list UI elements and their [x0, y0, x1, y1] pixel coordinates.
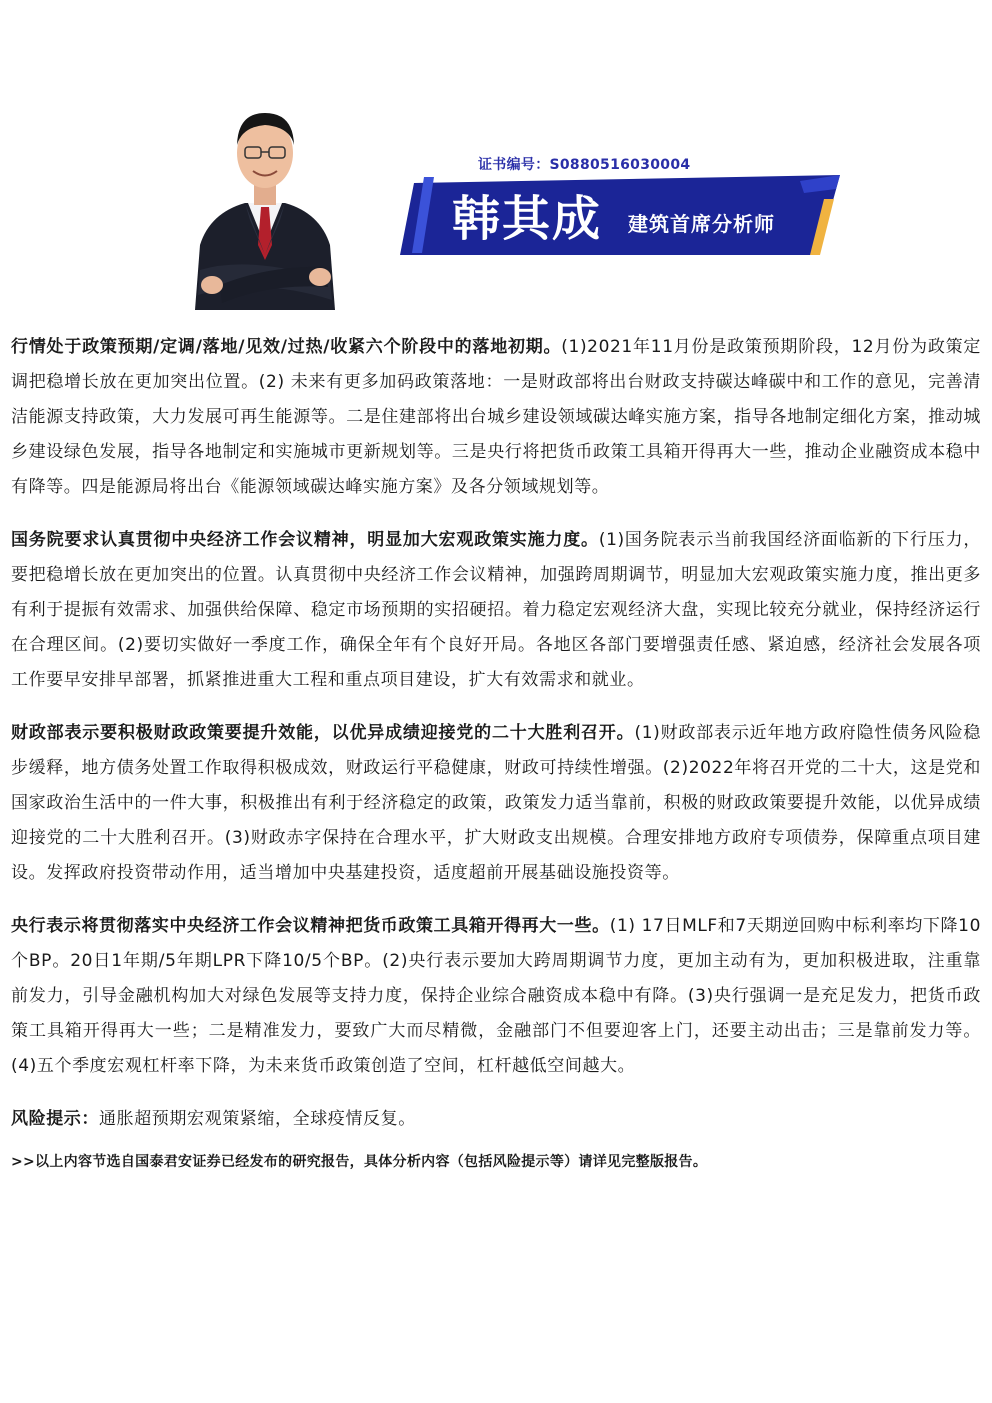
- risk-warning: [11, 1102, 981, 1137]
- paragraph-text: (1)财政部表示近年地方政府隐性债务风险稳步缓释，地方债务处置工作取得积极成效，财政运行平稳健康，财政可持续性增强。(2)2022年将召开党的二十大，这是党和国家政治生活中的一件大事，积极推出有利于经济稳定的政策，政策发力适当靠前，积极的财政政策要提升效能，以优异成绩迎接党的二十大胜利召开。(3)财政赤字保持在合理水平，扩大财政支出规模。合理安排地方政府专项债券，保障重点项目建设。发挥政府投资带动作用，适当增加中央基建投资，适度超前开展基础设施投资等。: [11, 723, 981, 883]
- paragraph-heading: 央行表示将贯彻落实中央经济工作会议精神把货币政策工具箱开得再大一些。: [11, 916, 610, 936]
- paragraph-heading: 国务院要求认真贯彻中央经济工作会议精神，明显加大宏观政策实施力度。: [11, 530, 599, 550]
- paragraph-text: (1)国务院表示当前我国经济面临新的下行压力，要把稳增长放在更加突出的位置。认真贯彻中央经济工作会议精神，加强跨周期调节，明显加大宏观政策实施力度，推出更多有利于提振有效需求、加强供给保障、稳定市场预期的实招硬招。着力稳定宏观经济大盘，实现比较充分就业，保持经济运行在合理区间。(2)要切实做好一季度工作，确保全年有个良好开局。各地区各部门要增强责任感、紧迫感，经济社会发展各项工作要早安排早部署，抓紧推进重大工程和重点项目建设，扩大有效需求和就业。: [11, 530, 981, 690]
- paragraph-text: (1)2021年11月份是政策预期阶段，12月份为政策定调把稳增长放在更加突出位置。(2) 未来有更多加码政策落地：一是财政部将出台财政支持碳达峰碳中和工作的意见，完善清洁能源支持政策，大力发展可再生能源等。二是住建部将出台城乡建设领域碳达峰实施方案，指导各地制定细化方案，推动城乡建设绿色发展，指导各地制定和实施城市更新规划等。三是央行将把货币政策工具箱开得再大一些，推动企业融资成本稳中有降等。四是能源局将出台《能源领域碳达峰实施方案》及各分领域规划等。: [11, 337, 981, 497]
- disclaimer-note: >>以上内容节选自国泰君安证券已经发布的研究报告，具体分析内容（包括风险提示等）请详见完整版报告。: [11, 1154, 708, 1170]
- paragraph-state-council: [11, 523, 981, 698]
- paragraph-heading: 行情处于政策预期/定调/落地/见效/过热/收紧六个阶段中的落地初期。: [11, 337, 562, 357]
- paragraph-ministry-of-finance: [11, 716, 981, 891]
- paragraph-text: (1) 17日MLF和7天期逆回购中标利率均下降10个BP。20日1年期/5年期LPR下降10/5个BP。(2)央行表示要加大跨周期调节力度，更加主动有为，更加积极进取，注重靠前发力，引导金融机构加大对绿色发展等支持力度，保持企业综合融资成本稳中有降。(3)央行强调一是充足发力，把货币政策工具箱开得再大一些；二是精准发力，要致广大而尽精微，金融部门不但要迎客上门，还要主动出击；三是靠前发力等。(4)五个季度宏观杠杆率下降，为未来货币政策创造了空间，杠杆越低空间越大。: [11, 916, 981, 1076]
- report-body: [11, 330, 981, 1175]
- risk-label: 风险提示：: [11, 1109, 99, 1129]
- analyst-photo: [190, 95, 340, 310]
- paragraph-heading: 财政部表示要积极财政政策要提升效能，以优异成绩迎接党的二十大胜利召开。: [11, 723, 635, 743]
- analyst-title: 建筑首席分析师: [628, 212, 775, 236]
- analyst-header: [0, 0, 992, 318]
- paragraph-central-bank: [11, 909, 981, 1084]
- analyst-name: 韩其成: [452, 191, 603, 247]
- paragraph-policy-stage: [11, 330, 981, 505]
- certificate-number: 证书编号：S0880516030004: [478, 157, 691, 173]
- risk-text: 通胀超预期宏观策紧缩，全球疫情反复。: [99, 1109, 416, 1129]
